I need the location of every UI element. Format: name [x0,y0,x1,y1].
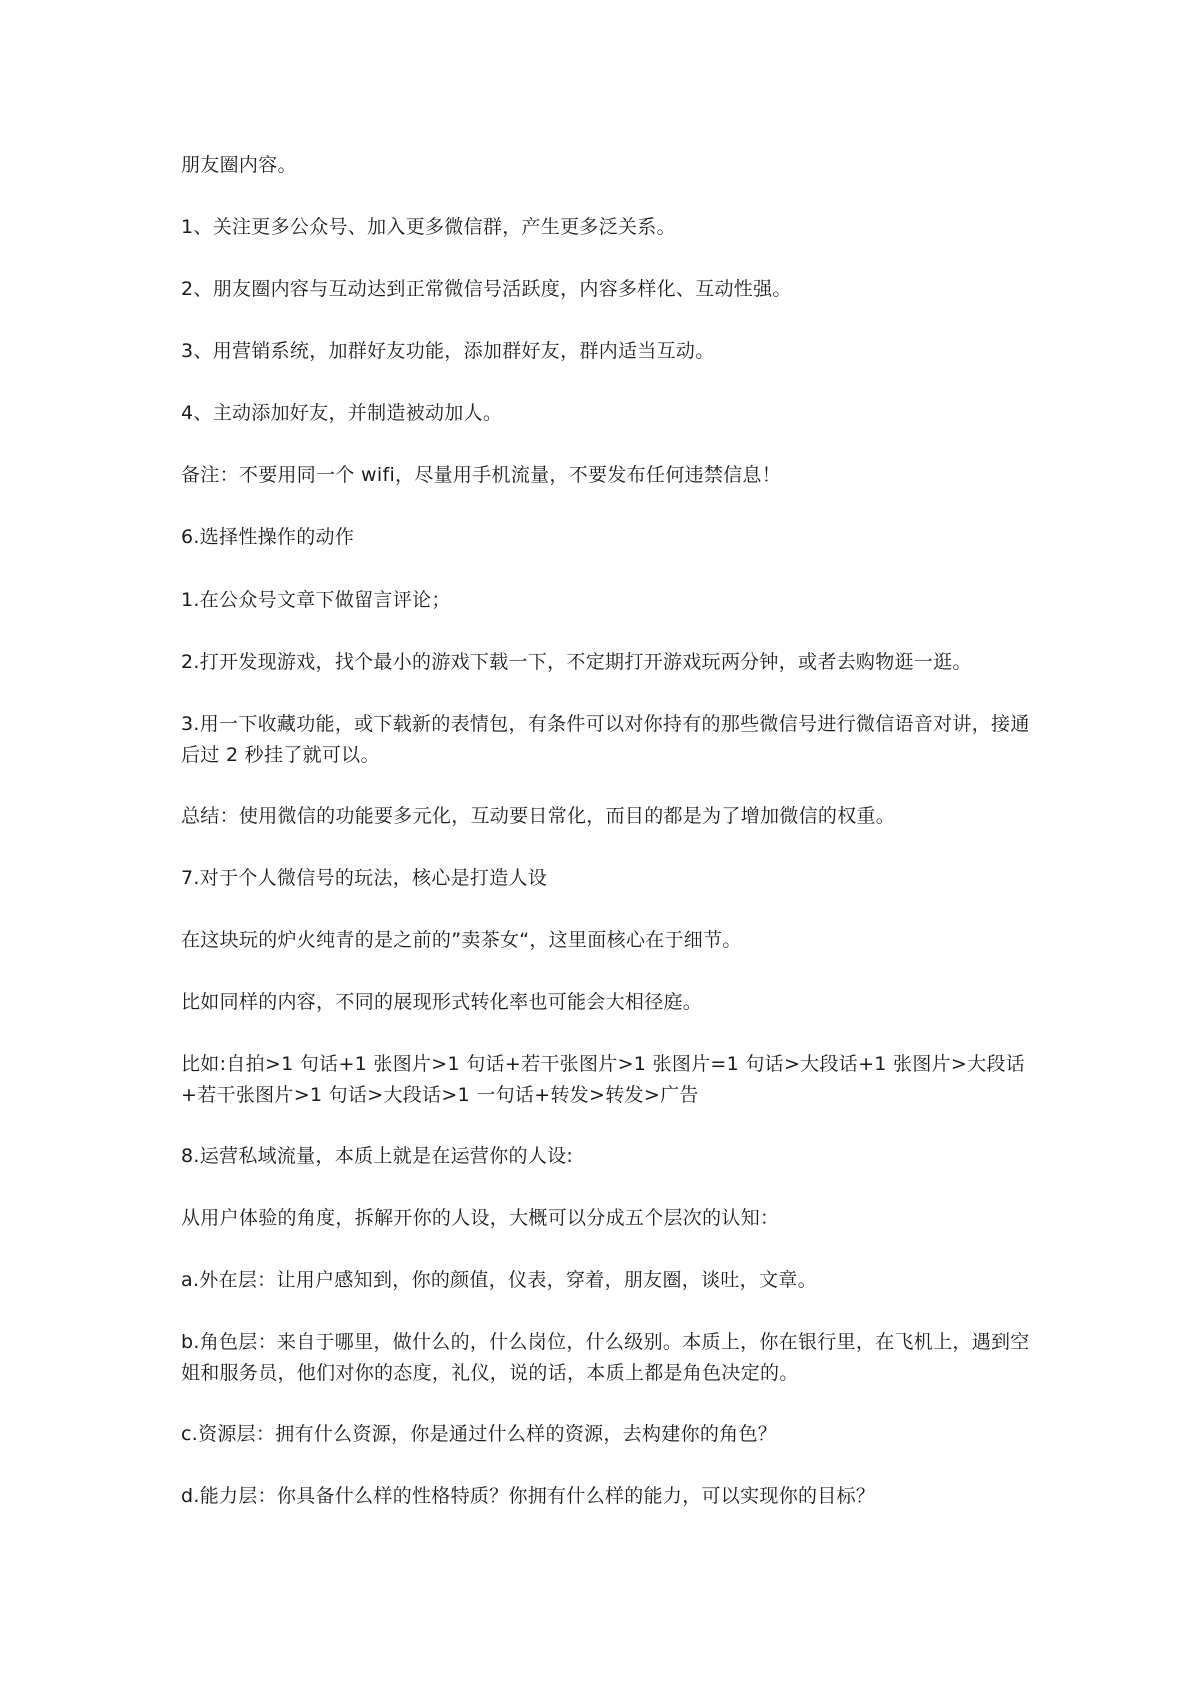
paragraph-ranking-example: 比如:自拍>1 句话+1 张图片>1 句话+若干张图片>1 张图片=1 句话>大段话+1 张图片>大段话+若干张图片>1 句话>大段话>1 一句话+转发>转发>广告 [181,1053,1026,1106]
list-item-4-add-friends: 4、主动添加好友，并制造被动加人。 [181,402,503,424]
list-item-b-role: b.角色层：来自于哪里，做什么的，什么岗位，什么级别。本质上，你在银行里，在飞机上，遇到空姐和服务员，他们对你的态度，礼仪，说的话，本质上都是角色决定的。 [181,1331,1030,1384]
paragraph-moments-content: 朋友圈内容。 [181,154,297,176]
list-item-c-resource: c.资源层：拥有什么资源，你是通过什么样的资源，去构建你的角色？ [181,1423,778,1445]
paragraph-five-levels: 从用户体验的角度，拆解开你的人设，大概可以分成五个层次的认知： [181,1207,780,1229]
section-heading-7: 7.对于个人微信号的玩法，核心是打造人设 [181,867,548,889]
list-item-a-external: a.外在层：让用户感知到，你的颜值，仪表，穿着，朋友圈，谈吐，文章。 [181,1269,817,1291]
section-heading-8: 8.运营私域流量，本质上就是在运营你的人设: [181,1145,574,1167]
list-item-2-moments-activity: 2、朋友圈内容与互动达到正常微信号活跃度，内容多样化、互动性强。 [181,278,792,300]
paragraph-presentation: 比如同样的内容，不同的展现形式转化率也可能会大相径庭。 [181,991,703,1013]
note-paragraph: 备注：不要用同一个 wifi，尽量用手机流量，不要发布任何违禁信息！ [181,464,782,486]
list-item-1-follow-accounts: 1、关注更多公众号、加入更多微信群，产生更多泛关系。 [181,216,676,238]
list-item-comment: 1.在公众号文章下做留言评论； [181,589,451,611]
list-item-d-ability: d.能力层：你具备什么样的性格特质？你拥有什么样的能力，可以实现你的目标？ [181,1485,876,1507]
list-item-favorites: 3.用一下收藏功能，或下载新的表情包，有条件可以对你持有的那些微信号进行微信语音对讲，接通后过 2 秒挂了就可以。 [181,713,1030,766]
list-item-3-marketing-system: 3、用营销系统，加群好友功能，添加群好友，群内适当互动。 [181,340,715,362]
paragraph-tea-seller: 在这块玩的炉火纯青的是之前的”卖茶女“，这里面核心在于细节。 [181,929,742,951]
summary-paragraph: 总结：使用微信的功能要多元化，互动要日常化，而目的都是为了增加微信的权重。 [181,805,896,827]
list-item-games: 2.打开发现游戏，找个最小的游戏下载一下，不定期打开游戏玩两分钟，或者去购物逛一逛。 [181,651,972,673]
section-heading-6: 6.选择性操作的动作 [181,526,355,548]
